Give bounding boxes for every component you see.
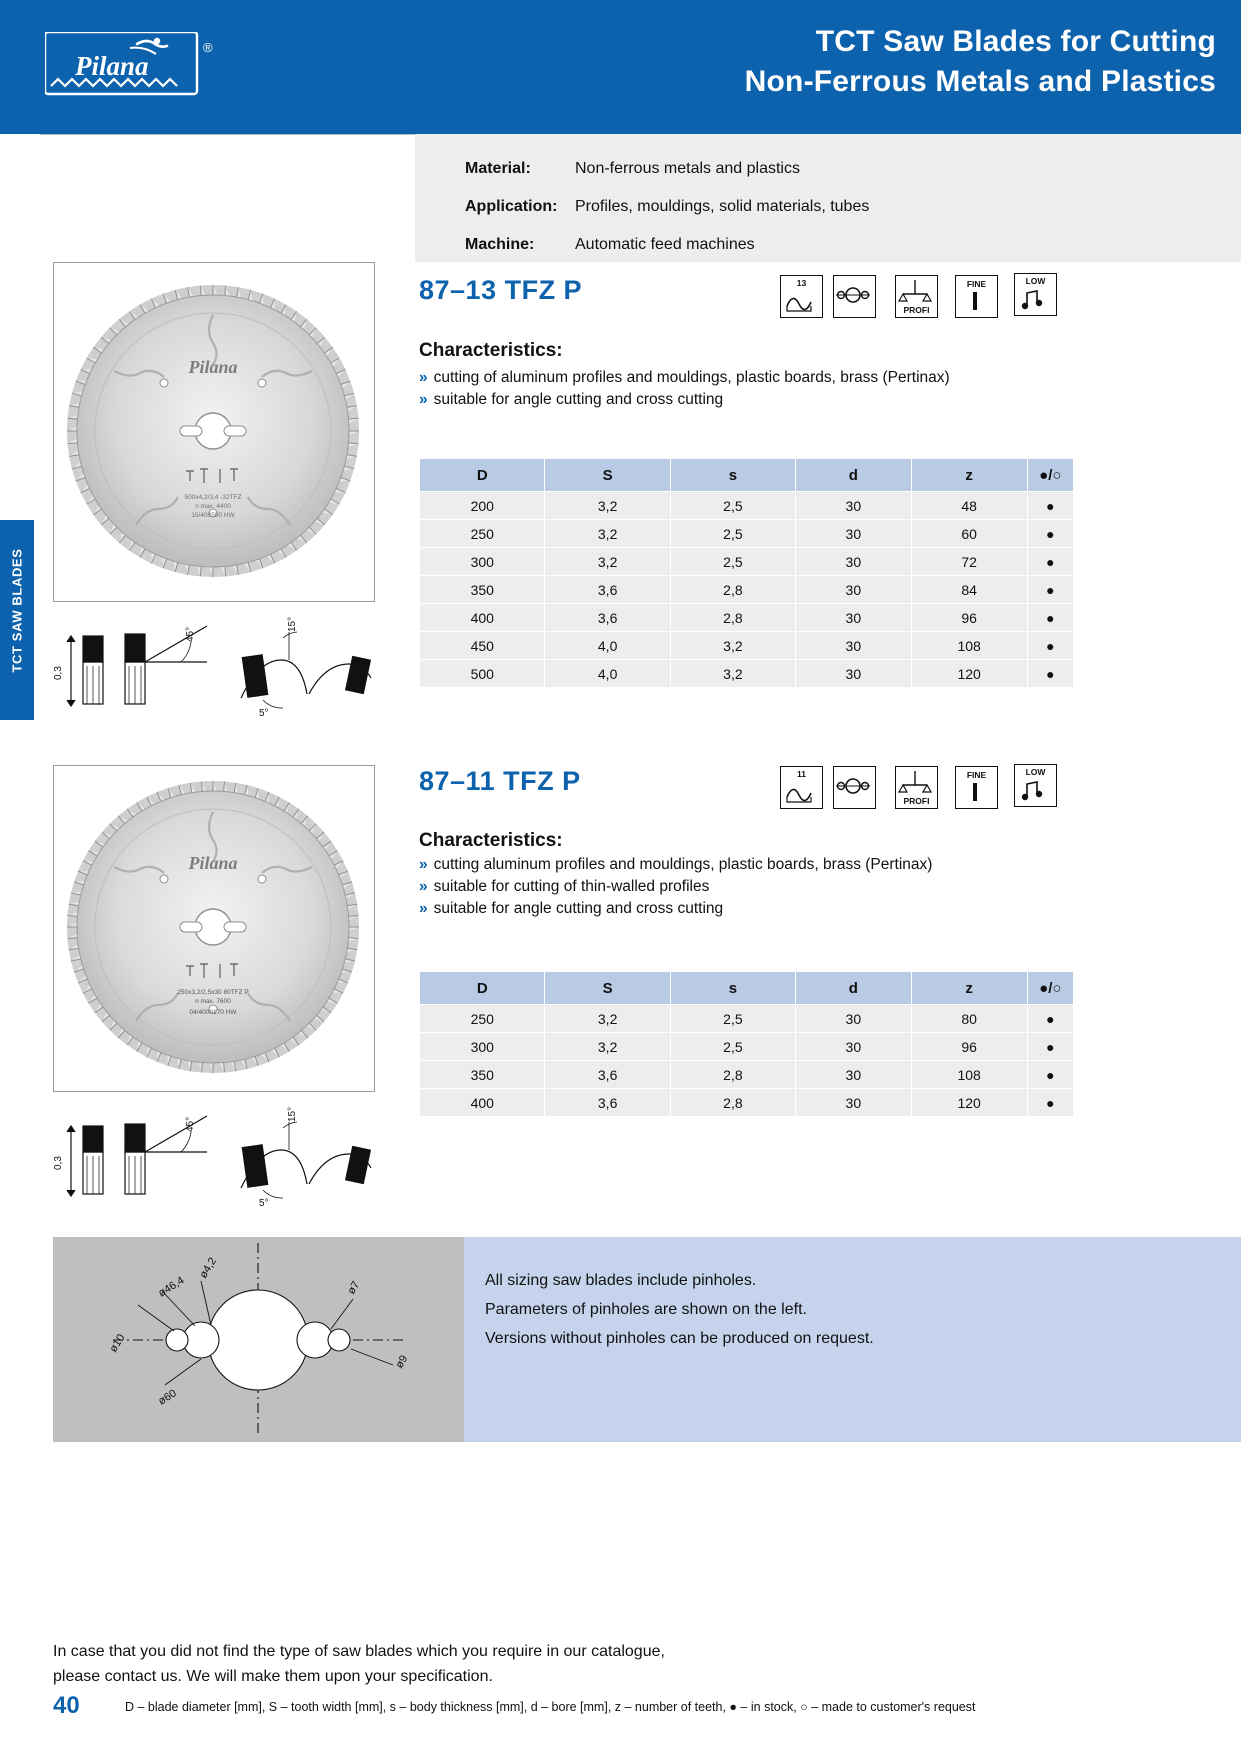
tooth-geometry-diagram-1: [53, 608, 383, 718]
cell-D: 450: [420, 632, 545, 660]
tooth-geometry-diagram-2: [53, 1098, 383, 1208]
svg-text:ø10: ø10: [107, 1332, 128, 1355]
th-D: D: [420, 459, 545, 492]
svg-text:ø46,4: ø46,4: [156, 1274, 187, 1300]
low-label: LOW: [1025, 276, 1046, 286]
cell-s: 3,2: [670, 632, 795, 660]
material-value: Non-ferrous metals and plastics: [575, 160, 800, 177]
cell-stock: ●: [1027, 604, 1073, 632]
cell-S: 3,2: [545, 520, 670, 548]
pinholes-icon: [833, 766, 876, 809]
th-s: s: [670, 459, 795, 492]
cell-z: 72: [911, 548, 1027, 576]
svg-text:45°: 45°: [185, 626, 196, 642]
section-title-1: 87–13 TFZ P: [419, 275, 583, 305]
cell-D: 200: [420, 492, 545, 520]
svg-text:Pilana: Pilana: [188, 357, 238, 377]
cell-s: 2,5: [670, 492, 795, 520]
blade-image-1: [53, 262, 375, 602]
cell-stock: ●: [1027, 548, 1073, 576]
cell-D: 300: [420, 1033, 545, 1061]
cell-s: 2,8: [670, 604, 795, 632]
cell-stock: ●: [1027, 576, 1073, 604]
cell-s: 3,2: [670, 660, 795, 688]
cell-stock: ●: [1027, 520, 1073, 548]
svg-text:ø9: ø9: [393, 1353, 411, 1371]
side-tab-label: TCT SAW BLADES: [9, 548, 25, 673]
svg-text:Pilana: Pilana: [75, 51, 149, 81]
cell-s: 2,8: [670, 576, 795, 604]
th-D: D: [420, 972, 545, 1005]
svg-text:15°: 15°: [287, 616, 298, 632]
svg-text:04/4000170 HW: 04/4000170 HW: [189, 1009, 237, 1016]
svg-text:ø60: ø60: [156, 1387, 179, 1408]
cell-d: 30: [796, 576, 912, 604]
table-row: [420, 492, 1074, 520]
tooth-profile-icon: [780, 275, 823, 318]
page-header: [0, 0, 1241, 134]
cell-S: 3,6: [545, 604, 670, 632]
cell-S: 4,0: [545, 660, 670, 688]
characteristics-title-2: Characteristics:: [419, 830, 563, 851]
cell-s: 2,5: [670, 520, 795, 548]
pinholes-icon: [833, 275, 876, 318]
cell-d: 30: [796, 492, 912, 520]
cell-z: 80: [911, 1005, 1027, 1033]
cell-S: 3,6: [545, 1061, 670, 1089]
cell-S: 3,6: [545, 1089, 670, 1117]
characteristic-text: suitable for angle cutting and cross cutting: [433, 900, 724, 917]
low-noise-icon: [1014, 764, 1057, 807]
info-block: [415, 134, 1241, 262]
tooth-profile-icon: [780, 766, 823, 809]
cell-d: 30: [796, 1033, 912, 1061]
table-row: [420, 1061, 1074, 1089]
cell-d: 30: [796, 604, 912, 632]
table-row: [420, 660, 1074, 688]
cell-z: 60: [911, 520, 1027, 548]
table-header-row: [420, 459, 1074, 492]
cell-D: 350: [420, 1061, 545, 1089]
table-row: [420, 520, 1074, 548]
characteristic-text: suitable for angle cutting and cross cutting: [433, 391, 724, 408]
pinhole-diagram: [53, 1237, 464, 1442]
side-tab: [0, 520, 34, 720]
th-S: S: [545, 972, 670, 1005]
table-row: [420, 1005, 1074, 1033]
svg-text:250x3,2/2,5x30 80TFZ P: 250x3,2/2,5x30 80TFZ P: [177, 989, 249, 996]
pilana-logo: [45, 32, 215, 98]
application-label: Application:: [465, 198, 558, 215]
characteristic-text: cutting aluminum profiles and mouldings, plastic boards, brass (Pertinax): [433, 856, 933, 873]
low-label: LOW: [1025, 767, 1046, 777]
cell-D: 350: [420, 576, 545, 604]
cell-D: 400: [420, 1089, 545, 1117]
cell-s: 2,8: [670, 1061, 795, 1089]
page-title: [396, 22, 1216, 102]
legend-text: D – blade diameter [mm], S – tooth width [mm], s – body thickness [mm], d – bore [mm], z – number of teeth, ● – in stock, ○ – made to customer's request: [125, 1700, 976, 1714]
th-z: z: [911, 459, 1027, 492]
spec-table-2: [419, 971, 1074, 1117]
low-noise-icon: [1014, 273, 1057, 316]
svg-text:Pilana: Pilana: [188, 853, 238, 873]
fine-label: FINE: [966, 770, 987, 780]
cell-z: 96: [911, 604, 1027, 632]
material-label: Material:: [465, 160, 531, 177]
th-s: s: [670, 972, 795, 1005]
page-title-line1: TCT Saw Blades for Cutting: [815, 25, 1216, 58]
svg-text:5°: 5°: [259, 708, 269, 718]
cell-z: 48: [911, 492, 1027, 520]
cell-d: 30: [796, 548, 912, 576]
th-d: d: [796, 459, 912, 492]
table-row: [420, 632, 1074, 660]
machine-label: Machine:: [465, 236, 535, 253]
th-stock: ●/○: [1027, 459, 1073, 492]
svg-text:5°: 5°: [259, 1198, 269, 1208]
tooth-profile-label: 13: [796, 278, 807, 288]
application-value: Profiles, mouldings, solid materials, tubes: [575, 198, 870, 215]
pinhole-note-line: All sizing saw blades include pinholes.: [485, 1272, 757, 1289]
footer-note-line2: please contact us. We will make them upon your specification.: [53, 1668, 493, 1685]
svg-text:ø4,2: ø4,2: [197, 1255, 220, 1281]
th-d: d: [796, 972, 912, 1005]
cell-S: 4,0: [545, 632, 670, 660]
fine-label: FINE: [966, 279, 987, 289]
svg-text:15/400500 HW: 15/400500 HW: [191, 512, 235, 519]
registered-mark: ®: [203, 40, 213, 55]
cell-s: 2,5: [670, 1005, 795, 1033]
cell-stock: ●: [1027, 632, 1073, 660]
cell-z: 120: [911, 1089, 1027, 1117]
th-z: z: [911, 972, 1027, 1005]
characteristic-item: » suitable for angle cutting and cross cutting: [419, 900, 724, 917]
cell-stock: ●: [1027, 492, 1073, 520]
tooth-profile-label: 11: [797, 769, 806, 779]
table-row: [420, 1033, 1074, 1061]
cell-d: 30: [796, 1061, 912, 1089]
cell-s: 2,5: [670, 1033, 795, 1061]
profi-quality-icon: [895, 766, 938, 809]
cell-D: 400: [420, 604, 545, 632]
section-title-2: 87–11 TFZ P: [419, 766, 581, 796]
footer-note-line1: In case that you did not find the type of saw blades which you require in our catalogue,: [53, 1643, 665, 1660]
table-row: [420, 576, 1074, 604]
cell-D: 300: [420, 548, 545, 576]
characteristic-item: » cutting aluminum profiles and mouldings, plastic boards, brass (Pertinax): [419, 856, 933, 873]
cell-d: 30: [796, 1089, 912, 1117]
svg-text:500x4,2/3,4 -32TFZ: 500x4,2/3,4 -32TFZ: [184, 494, 242, 501]
fine-cut-icon: [955, 766, 998, 809]
info-left-spacer: [40, 134, 370, 262]
svg-text:15°: 15°: [287, 1106, 298, 1122]
cell-S: 3,2: [545, 1005, 670, 1033]
svg-text:0,3: 0,3: [53, 1156, 64, 1170]
svg-text:0,3: 0,3: [53, 666, 64, 680]
characteristics-title-1: Characteristics:: [419, 340, 563, 361]
cell-d: 30: [796, 660, 912, 688]
svg-text:n max. 4400: n max. 4400: [195, 503, 231, 510]
cell-s: 2,8: [670, 1089, 795, 1117]
spec-table-1: [419, 458, 1074, 688]
characteristic-text: suitable for cutting of thin-walled profiles: [433, 878, 710, 895]
blade-image-2: [53, 765, 375, 1092]
machine-value: Automatic feed machines: [575, 236, 755, 253]
pinhole-note-line: Parameters of pinholes are shown on the left.: [485, 1301, 807, 1318]
page-title-line2: Non-Ferrous Metals and Plastics: [744, 65, 1216, 98]
cell-stock: ●: [1027, 660, 1073, 688]
cell-stock: ●: [1027, 1089, 1073, 1117]
table-header-row: [420, 972, 1074, 1005]
cell-s: 2,5: [670, 548, 795, 576]
cell-S: 3,2: [545, 548, 670, 576]
th-stock: ●/○: [1027, 972, 1073, 1005]
characteristic-item: » cutting of aluminum profiles and mouldings, plastic boards, brass (Pertinax): [419, 369, 950, 386]
pinhole-note-line: Versions without pinholes can be produced on request.: [485, 1330, 874, 1347]
profi-quality-icon: [895, 275, 938, 318]
table-row: [420, 548, 1074, 576]
cell-S: 3,6: [545, 576, 670, 604]
page-number: 40: [53, 1692, 80, 1719]
profi-label: PROFI: [903, 796, 930, 806]
cell-D: 250: [420, 1005, 545, 1033]
characteristic-text: cutting of aluminum profiles and mouldings, plastic boards, brass (Pertinax): [433, 369, 950, 386]
cell-stock: ●: [1027, 1061, 1073, 1089]
cell-S: 3,2: [545, 492, 670, 520]
cell-z: 96: [911, 1033, 1027, 1061]
cell-d: 30: [796, 520, 912, 548]
cell-d: 30: [796, 632, 912, 660]
cell-D: 250: [420, 520, 545, 548]
svg-text:n max. 7600: n max. 7600: [195, 998, 231, 1005]
cell-S: 3,2: [545, 1033, 670, 1061]
characteristic-item: » suitable for cutting of thin-walled profiles: [419, 878, 710, 895]
fine-cut-icon: [955, 275, 998, 318]
table-row: [420, 1089, 1074, 1117]
cell-z: 108: [911, 632, 1027, 660]
cell-stock: ●: [1027, 1033, 1073, 1061]
cell-D: 500: [420, 660, 545, 688]
profi-label: PROFI: [903, 305, 930, 315]
table-row: [420, 604, 1074, 632]
cell-z: 84: [911, 576, 1027, 604]
svg-text:45°: 45°: [185, 1116, 196, 1132]
th-S: S: [545, 459, 670, 492]
cell-d: 30: [796, 1005, 912, 1033]
svg-text:ø7: ø7: [345, 1279, 363, 1297]
cell-stock: ●: [1027, 1005, 1073, 1033]
characteristic-item: » suitable for angle cutting and cross cutting: [419, 391, 724, 408]
cell-z: 108: [911, 1061, 1027, 1089]
cell-z: 120: [911, 660, 1027, 688]
